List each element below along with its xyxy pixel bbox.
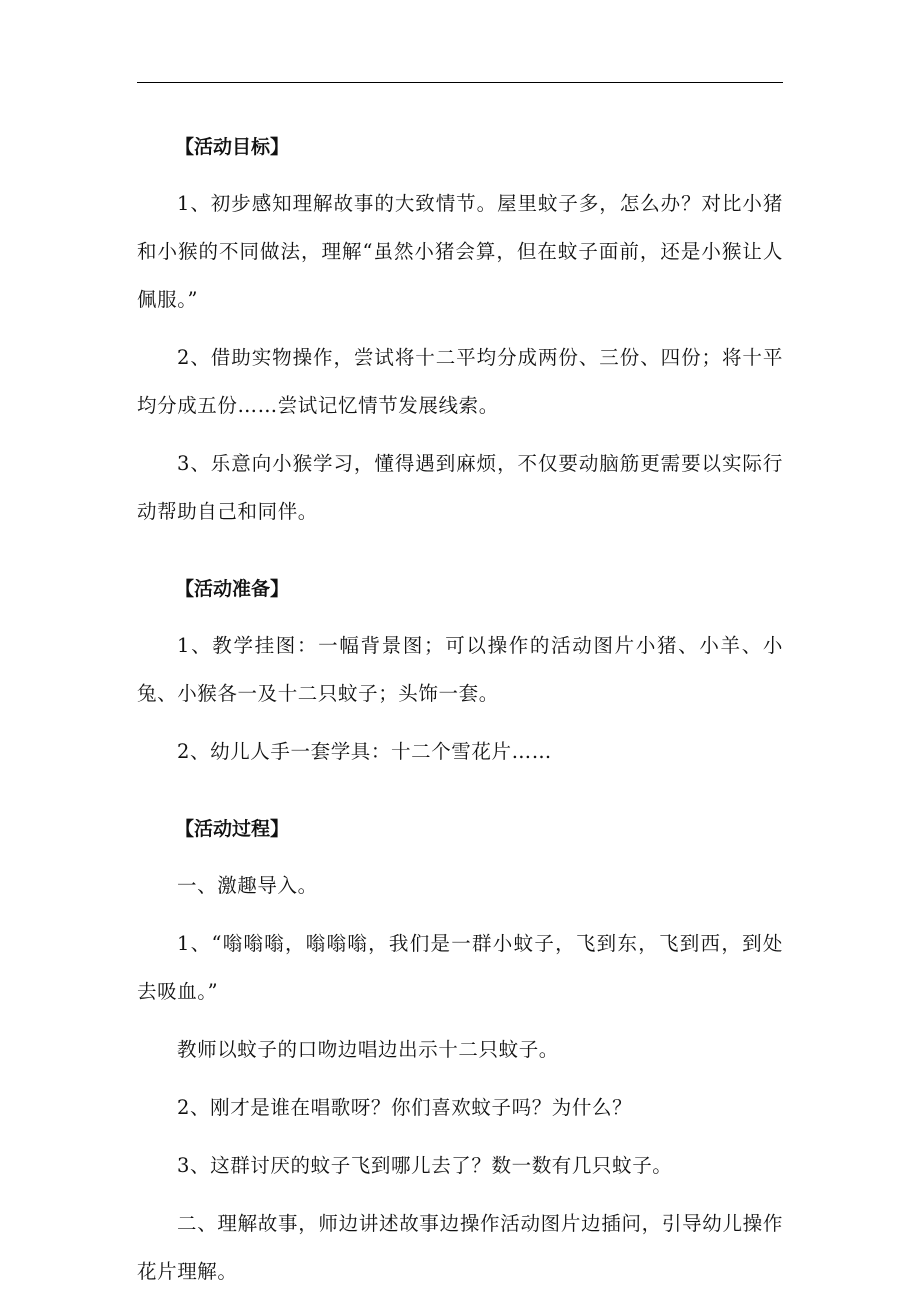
paragraph: 3、乐意向小猴学习，懂得遇到麻烦，不仅要动脑筋更需要以实际行动帮助自己和同伴。 — [137, 452, 783, 523]
paragraph: 二、理解故事，师边讲述故事边操作活动图片边插问，引导幼儿操作花片理解。 — [137, 1212, 783, 1283]
paragraph: 一、激趣导入。 — [177, 874, 318, 897]
header-rule — [137, 82, 783, 83]
paragraph: 1、初步感知理解故事的大致情节。屋里蚊子多，怎么办？对比小猪和小猴的不同做法，理解“虽然小猪会算，但在蚊子面前，还是小猴让人佩服。” — [137, 192, 783, 311]
paragraph: 教师以蚊子的口吻边唱边出示十二只蚊子。 — [177, 1038, 559, 1061]
section-heading: 【活动准备】 — [175, 578, 290, 600]
section-process — [137, 806, 783, 1296]
paragraph: 3、这群讨厌的蚊子飞到哪儿去了？数一数有几只蚊子。 — [177, 1154, 673, 1177]
paragraph: 1、教学挂图：一幅背景图；可以操作的活动图片小猪、小羊、小兔、小猴各一及十二只蚊子；头饰一套。 — [137, 634, 783, 705]
document-body — [137, 124, 783, 1296]
paragraph: 2、幼儿人手一套学具：十二个雪花片…… — [177, 740, 552, 763]
section-heading: 【活动过程】 — [175, 818, 290, 840]
paragraph: 2、刚才是谁在唱歌呀？你们喜欢蚊子吗？为什么？ — [177, 1096, 633, 1119]
section-goals — [137, 124, 783, 536]
paragraph: 1、“嗡嗡嗡，嗡嗡嗡，我们是一群小蚊子，飞到东，飞到西，到处去吸血。” — [137, 932, 783, 1003]
section-heading: 【活动目标】 — [175, 136, 290, 158]
paragraph: 2、借助实物操作，尝试将十二平均分成两份、三份、四份；将十平均分成五份……尝试记忆情节发展线索。 — [137, 346, 783, 417]
section-preparation — [137, 566, 783, 776]
